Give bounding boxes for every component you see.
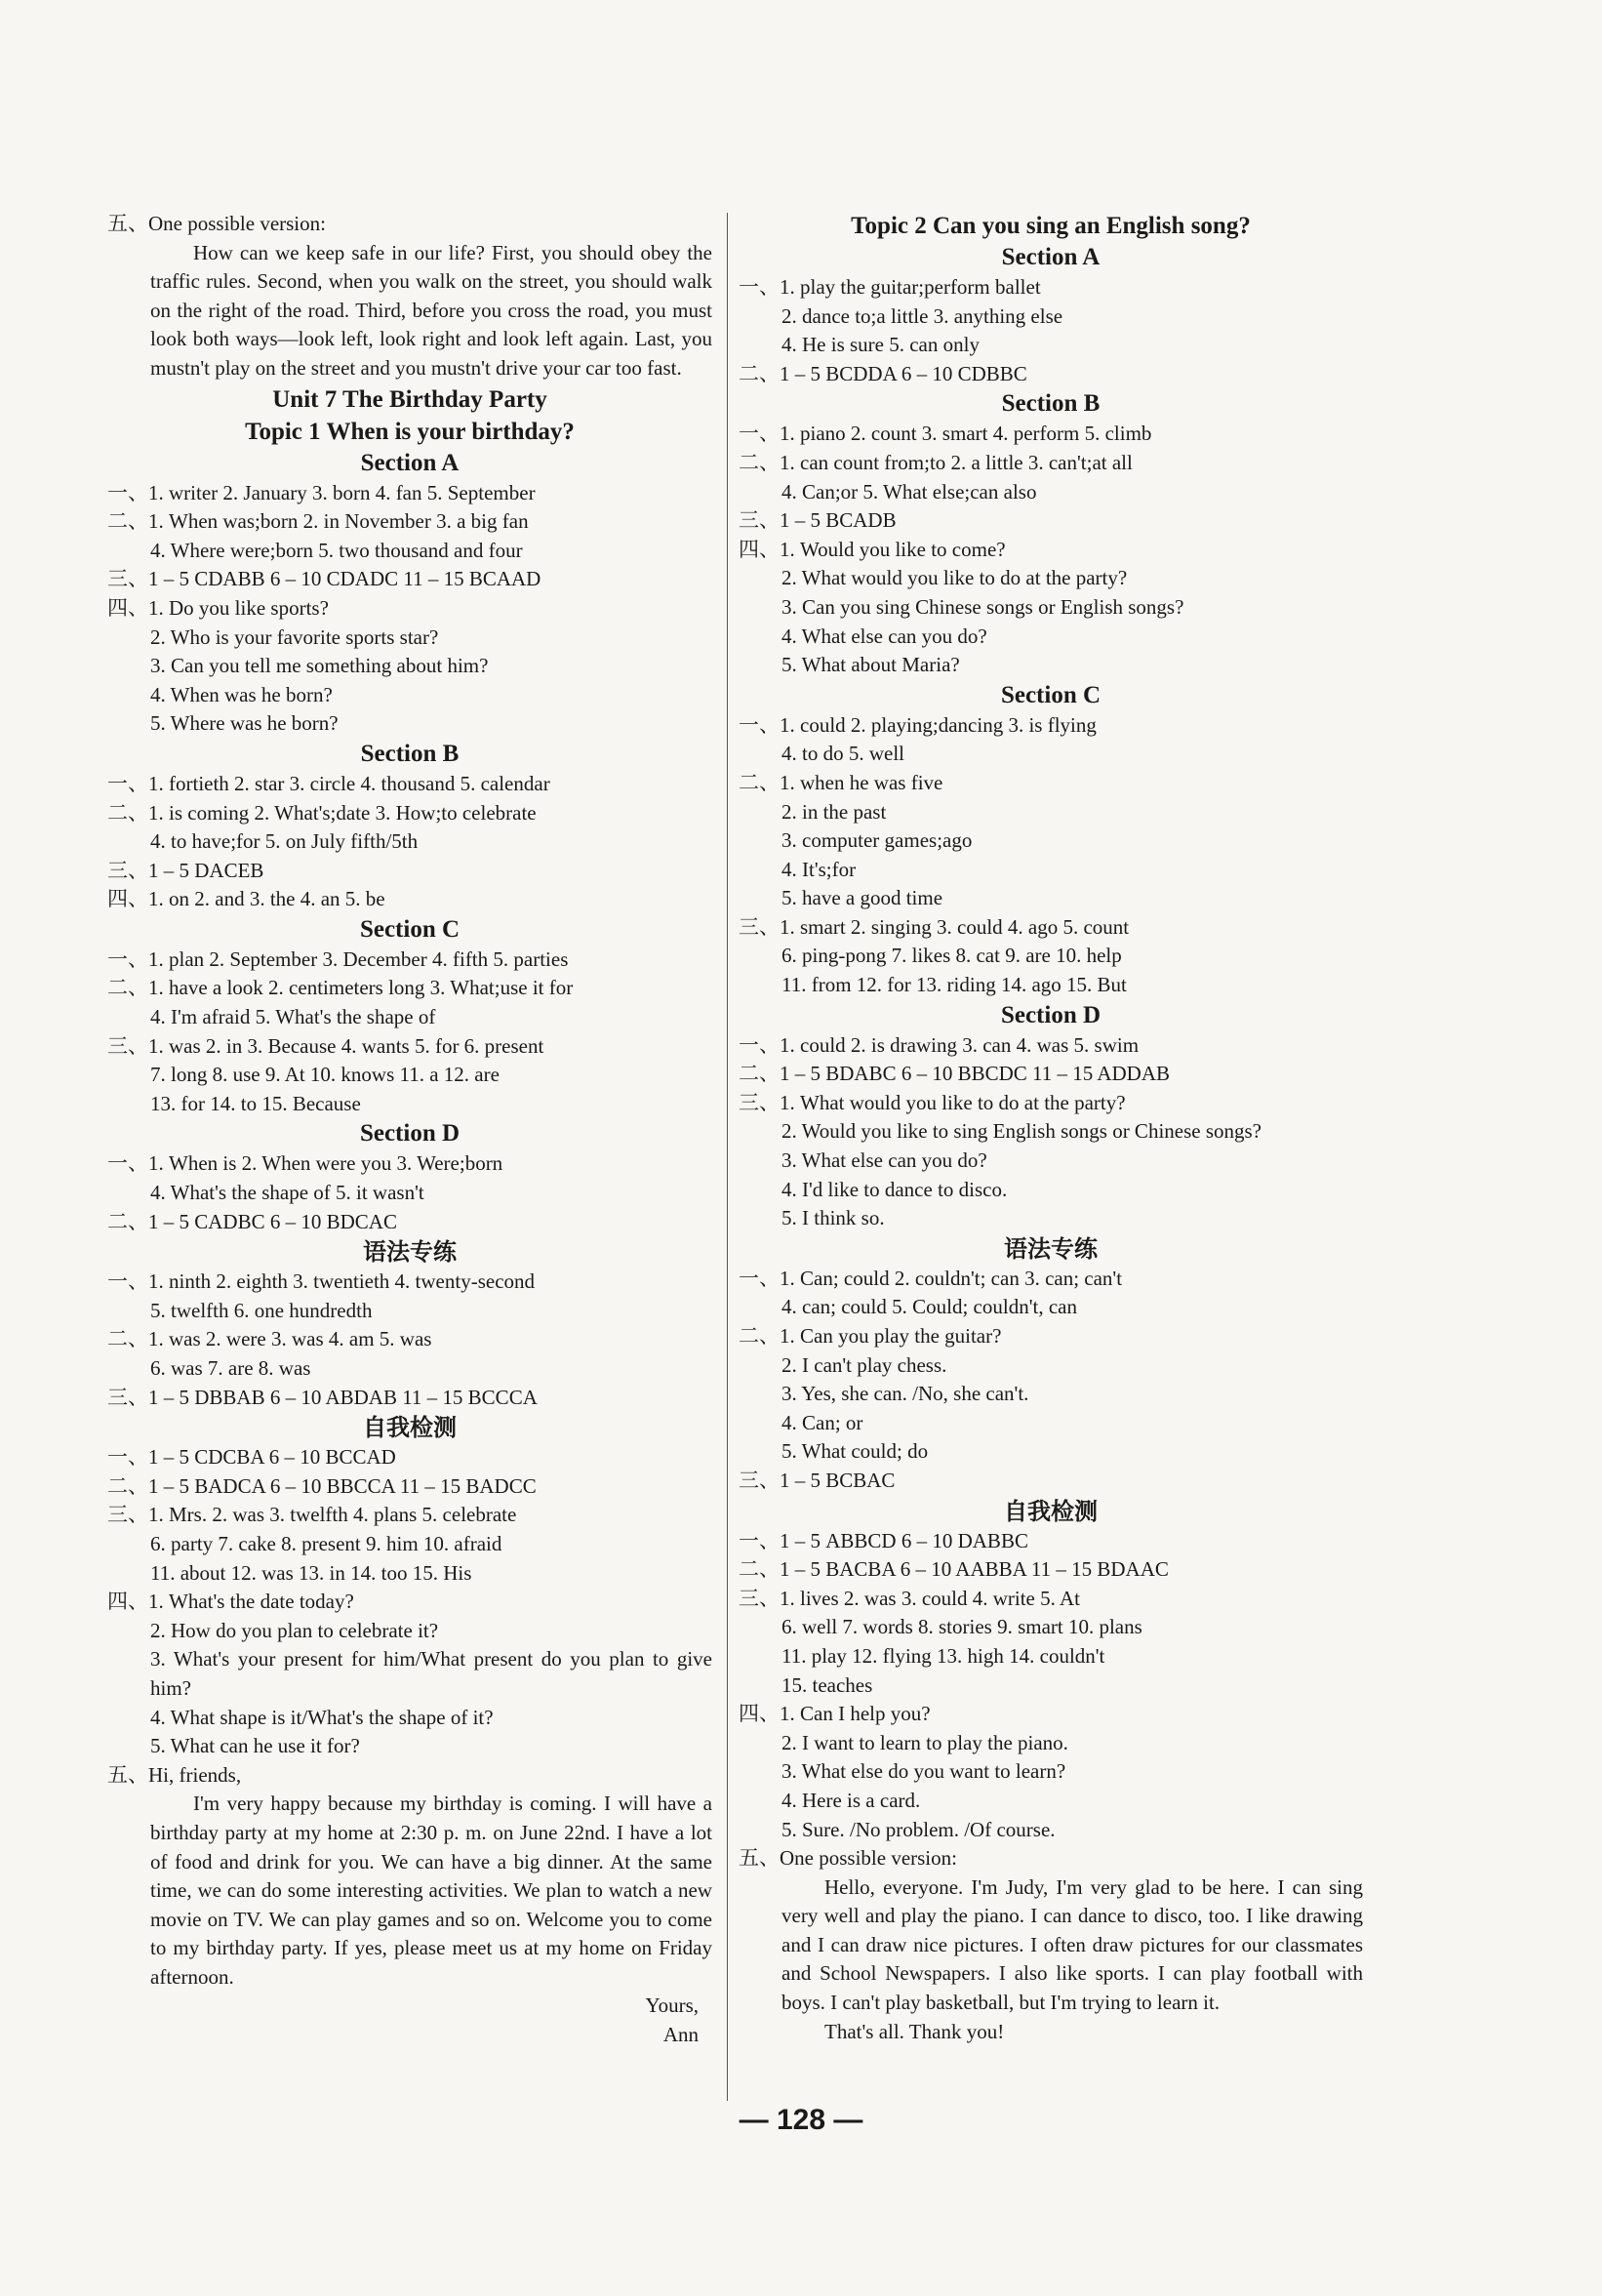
answer-line: 三、1. smart 2. singing 3. could 4. ago 5. count: [739, 914, 1130, 939]
answer-line: 一、1. play the guitar;perform ballet: [739, 275, 1041, 299]
answer-line: 4. Here is a card.: [781, 1788, 921, 1812]
answer-line: 5. Sure. /No problem. /Of course.: [781, 1817, 1056, 1841]
answer-line: 2. Who is your favorite sports star?: [150, 624, 439, 649]
answer-line: 5. What could; do: [781, 1439, 929, 1464]
answer-line: 一、1. piano 2. count 3. smart 4. perform 5. climb: [739, 422, 1152, 446]
section-heading: 自我检测: [363, 1414, 457, 1442]
answer-line: 6. ping-pong 7. likes 8. cat 9. are 10. help: [781, 944, 1122, 968]
answer-line: 4. can; could 5. Could; couldn't, can: [781, 1295, 1077, 1319]
composition-paragraph: Hello, everyone. I'm Judy, I'm very glad to be here. I can sing very well and play the piano. I can dance to disco, too. I like drawing and I can draw nice pictures. I often draw pictures for our classmates and School Newspapers. I also like sports. I can play football with boys. I can't play basketball, but I'm trying to learn it.: [781, 1874, 1363, 2015]
answer-line: 三、1 – 5 BCBAC: [739, 1468, 896, 1492]
answer-line: 二、1 – 5 CADBC 6 – 10 BDCAC: [107, 1209, 397, 1233]
section-heading: 语法专练: [1004, 1234, 1098, 1263]
answer-line: 11. play 12. flying 13. high 14. couldn't: [781, 1643, 1105, 1668]
page-number: — 128 —: [739, 2104, 863, 2136]
signature-line: Ann: [662, 2023, 699, 2047]
answer-line: 三、1 – 5 DBBAB 6 – 10 ABDAB 11 – 15 BCCCA: [107, 1385, 538, 1409]
answer-line: 一、1. fortieth 2. star 3. circle 4. thousand 5. calendar: [107, 771, 550, 795]
answer-line: 15. teaches: [781, 1672, 873, 1697]
answer-line: 2. in the past: [781, 799, 887, 824]
section-heading: Section C: [359, 915, 461, 943]
answer-line: 5. Where was he born?: [150, 711, 339, 736]
answer-line: 4. Can;or 5. What else;can also: [781, 479, 1037, 504]
answer-line: 13. for 14. to 15. Because: [150, 1091, 361, 1115]
answer-line: 四、1. What's the date today?: [107, 1590, 354, 1614]
answer-line: 二、1 – 5 BADCA 6 – 10 BBCCA 11 – 15 BADCC: [107, 1473, 537, 1498]
answer-line: 一、1. writer 2. January 3. born 4. fan 5. September: [107, 480, 536, 504]
answer-line: 2. dance to;a little 3. anything else: [781, 303, 1063, 328]
answer-line: 11. from 12. for 13. riding 14. ago 15. But: [781, 973, 1127, 997]
answer-line: 6. well 7. words 8. stories 9. smart 10. plans: [781, 1615, 1142, 1639]
answer-line: 五、One possible version:: [739, 1846, 957, 1871]
answer-line: 三、1. lives 2. was 3. could 4. write 5. At: [739, 1586, 1080, 1610]
right-column: [739, 210, 1363, 2046]
answer-line: 5. What about Maria?: [781, 653, 960, 677]
answer-line: 4. Can; or: [781, 1410, 863, 1434]
section-heading: Section C: [1000, 681, 1101, 708]
answer-line: 一、1. Can; could 2. couldn't; can 3. can; can't: [739, 1266, 1123, 1290]
composition-paragraph: 3. What's your present for him/What present do you plan to give him?: [150, 1647, 712, 1700]
answer-line: 一、1. could 2. is drawing 3. can 4. was 5. swim: [739, 1032, 1140, 1057]
section-heading: 自我检测: [1004, 1497, 1098, 1525]
answer-line: 7. long 8. use 9. At 10. knows 11. a 12. are: [150, 1063, 500, 1087]
answer-line: 二、1. can count from;to 2. a little 3. can't;at all: [739, 450, 1133, 474]
answer-line: 3. What else can you do?: [781, 1148, 987, 1173]
topic-heading: Unit 7 The Birthday Party: [272, 385, 547, 413]
answer-line: 三、1 – 5 CDABB 6 – 10 CDADC 11 – 15 BCAAD: [107, 567, 541, 591]
answer-line: 三、1. was 2. in 3. Because 4. wants 5. for 6. present: [107, 1033, 544, 1058]
composition-paragraph: That's all. Thank you!: [824, 2019, 1005, 2043]
answer-line: 3. Can you sing Chinese songs or English songs?: [781, 594, 1184, 619]
column-divider: [727, 213, 728, 2101]
answer-line: 一、1. could 2. playing;dancing 3. is flying: [739, 712, 1097, 737]
answer-line: 二、1 – 5 BDABC 6 – 10 BBCDC 11 – 15 ADDAB: [739, 1062, 1171, 1086]
section-heading: 语法专练: [363, 1238, 457, 1267]
answer-line: 4. to have;for 5. on July fifth/5th: [150, 829, 419, 854]
answer-line: 4. to do 5. well: [781, 742, 904, 766]
answer-line: 3. computer games;ago: [781, 828, 973, 853]
answer-line: 四、1. on 2. and 3. the 4. an 5. be: [107, 887, 385, 911]
answer-line: 一、1 – 5 CDCBA 6 – 10 BCCAD: [107, 1445, 396, 1470]
section-heading: Section A: [360, 449, 460, 476]
answer-line: 二、1. when he was five: [739, 770, 943, 794]
answer-line: 5. I think so.: [781, 1206, 885, 1230]
answer-line: 一、1 – 5 ABBCD 6 – 10 DABBC: [739, 1528, 1028, 1552]
answer-line: 4. It's;for: [781, 857, 857, 881]
answer-line: 一、1. plan 2. September 3. December 4. fifth 5. parties: [107, 947, 569, 971]
answer-line: 3. Can you tell me something about him?: [150, 654, 489, 678]
answer-line: 一、1. ninth 2. eighth 3. twentieth 4. twenty-second: [107, 1269, 536, 1294]
answer-line: 二、1. When was;born 2. in November 3. a big fan: [107, 509, 529, 534]
answer-line: 6. party 7. cake 8. present 9. him 10. afraid: [150, 1531, 502, 1555]
answer-line: 四、1. Can I help you?: [739, 1702, 931, 1726]
answer-line: 5. twelfth 6. one hundredth: [150, 1298, 373, 1322]
answer-line: 二、1. have a look 2. centimeters long 3. What;use it for: [107, 976, 574, 1000]
answer-line: 4. When was he born?: [150, 682, 333, 706]
topic-heading: Topic 2 Can you sing an English song?: [851, 213, 1251, 239]
answer-line: 二、1. Can you play the guitar?: [739, 1324, 1002, 1348]
composition-paragraph: How can we keep safe in our life? First, you should obey the traffic rules. Second, when you walk on the street, you should walk on the right of the road. Third, before you cross the road, you must look both ways—look left, look right and look left again. Last, you mustn't play on the street and you mustn't drive your car too fast.: [150, 240, 712, 380]
answer-line: 四、1. Do you like sports?: [107, 595, 329, 620]
answer-line: 5. have a good time: [781, 886, 943, 910]
answer-line: 三、1 – 5 BCADB: [739, 508, 897, 533]
answer-line: 三、1. Mrs. 2. was 3. twelfth 4. plans 5. celebrate: [107, 1503, 517, 1527]
answer-line: 4. I'd like to dance to disco.: [781, 1177, 1008, 1201]
answer-line: 4. I'm afraid 5. What's the shape of: [150, 1005, 436, 1029]
answer-line: 5. What can he use it for?: [150, 1734, 360, 1758]
section-heading: Section A: [1001, 244, 1101, 270]
answer-line: 2. Would you like to sing English songs or Chinese songs?: [781, 1119, 1262, 1144]
answer-line: 四、1. Would you like to come?: [739, 537, 1006, 561]
answer-line: 4. He is sure 5. can only: [781, 333, 980, 357]
topic-heading: Topic 1 When is your birthday?: [245, 418, 575, 445]
answer-line: 二、1 – 5 BACBA 6 – 10 AABBA 11 – 15 BDAAC: [739, 1557, 1169, 1582]
answer-line: 2. I can't play chess.: [781, 1352, 947, 1377]
section-heading: Section B: [1001, 390, 1101, 418]
answer-line: 二、1. was 2. were 3. was 4. am 5. was: [107, 1327, 432, 1351]
answer-line: 4. Where were;born 5. two thousand and four: [150, 538, 523, 562]
answer-line: 五、Hi, friends,: [107, 1762, 242, 1787]
composition-paragraph: I'm very happy because my birthday is coming. I will have a birthday party at my home at 2:30 p. m. on June 22nd. I have a lot of food and drink for you. We can have a big dinner. At the same time, we can do some interesting activities. We plan to watch a new movie on TV. We can play games and so on. Welcome you to come to my birthday party. If yes, please meet us at my home on Friday afternoon.: [150, 1792, 712, 1989]
answer-line: 4. What shape is it/What's the shape of it?: [150, 1705, 494, 1729]
answer-line: 三、1 – 5 DACEB: [107, 858, 264, 882]
answer-line: 2. How do you plan to celebrate it?: [150, 1618, 439, 1642]
answer-line: 2. What would you like to do at the party?: [781, 566, 1128, 590]
signature-line: Yours,: [645, 1994, 699, 2018]
answer-line: 二、1. is coming 2. What's;date 3. How;to celebrate: [107, 800, 537, 825]
section-heading: Section B: [360, 740, 460, 767]
answer-line: 3. Yes, she can. /No, she can't.: [781, 1382, 1029, 1406]
answer-line: 2. I want to learn to play the piano.: [781, 1730, 1068, 1754]
left-column: [107, 210, 712, 2050]
answer-line: 11. about 12. was 13. in 14. too 15. His: [150, 1560, 472, 1585]
answer-line: 4. What's the shape of 5. it wasn't: [150, 1181, 424, 1205]
answer-line: 3. What else do you want to learn?: [781, 1759, 1066, 1784]
section-heading: Section D: [1000, 1001, 1101, 1028]
section-heading: Section D: [359, 1120, 461, 1148]
answer-line: 一、1. When is 2. When were you 3. Were;born: [107, 1151, 503, 1176]
answer-line: 二、1 – 5 BCDDA 6 – 10 CDBBC: [739, 361, 1027, 385]
answer-line: 三、1. What would you like to do at the party?: [739, 1090, 1126, 1114]
answer-line: 6. was 7. are 8. was: [150, 1356, 311, 1380]
answer-line: 五、One possible version:: [107, 212, 326, 235]
answer-line: 4. What else can you do?: [781, 624, 987, 648]
